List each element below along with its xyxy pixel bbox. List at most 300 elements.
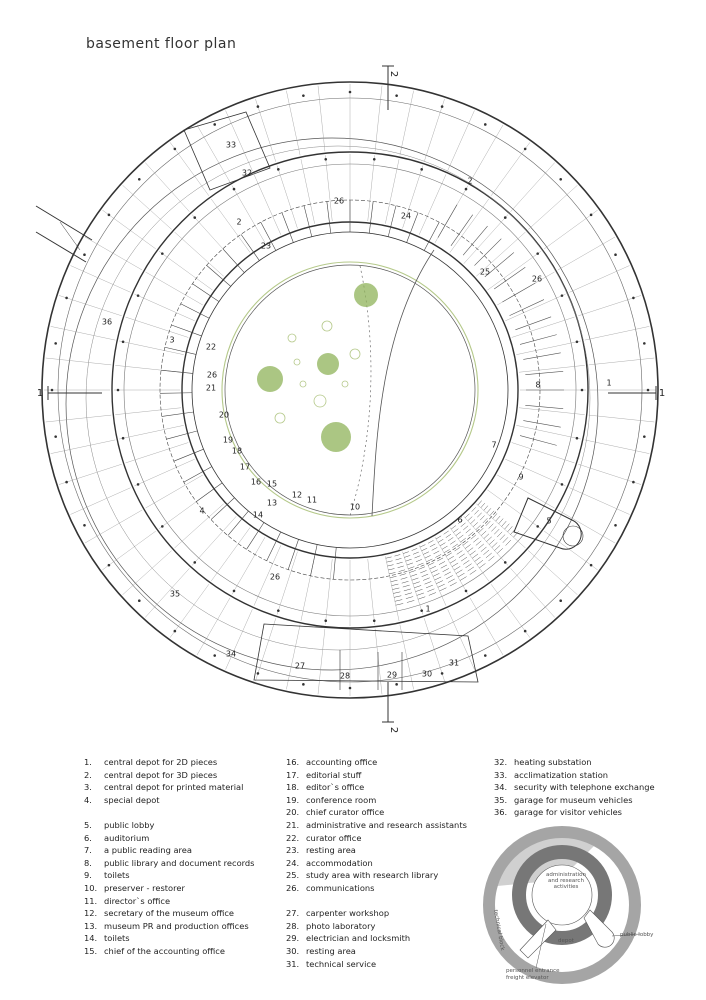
room-number: 8 <box>535 380 541 390</box>
seat-row <box>452 563 458 567</box>
seat-row <box>408 567 414 569</box>
legend-number: 26. <box>286 882 300 893</box>
radial-line <box>197 125 230 182</box>
legend-number: 14. <box>84 933 98 944</box>
room-number: 17 <box>239 462 251 472</box>
legend-item <box>84 882 255 895</box>
legend-text: special depot <box>104 794 160 805</box>
seat-row <box>511 529 516 535</box>
room-number: 35 <box>169 589 181 599</box>
column <box>647 389 650 392</box>
seat-row <box>391 580 398 582</box>
column <box>420 168 423 171</box>
seat-row <box>392 584 399 586</box>
seat-row <box>487 508 491 513</box>
legend-item <box>494 794 655 807</box>
radial-line <box>85 237 142 270</box>
legend-item <box>84 869 255 882</box>
seat-row <box>478 501 482 506</box>
radial-line <box>544 210 597 249</box>
legend-text: public lobby <box>104 819 155 830</box>
seat-row <box>417 593 424 595</box>
column <box>590 564 593 567</box>
seat-row <box>481 547 487 552</box>
seat-row <box>396 558 402 560</box>
legend-text: electrician and locksmith <box>306 933 411 944</box>
seat-row <box>404 589 411 591</box>
radial-line <box>51 326 116 340</box>
legend-number: 29. <box>286 933 300 944</box>
seat-row <box>398 566 404 568</box>
seat-row <box>402 581 409 583</box>
seat-row <box>500 535 505 540</box>
seat-row <box>497 532 502 537</box>
seat-row <box>478 544 483 549</box>
column <box>277 168 280 171</box>
section-mark-left: 1 <box>36 388 44 399</box>
room-number: 21 <box>205 383 217 393</box>
legend-number: 5. <box>84 819 92 830</box>
legend-text: resting area <box>306 845 356 856</box>
radial-line <box>400 91 414 156</box>
seat-row <box>506 540 511 546</box>
tree <box>257 366 283 392</box>
legend-number: 16. <box>286 757 300 767</box>
seat-row <box>387 561 393 562</box>
office-wall <box>196 483 222 502</box>
legend-item <box>286 832 467 845</box>
shelf <box>525 405 563 408</box>
seat-row <box>413 582 420 584</box>
key-plan <box>487 829 654 981</box>
legend-item <box>286 869 467 882</box>
radial-line <box>126 317 189 337</box>
room-number: 18 <box>231 446 243 456</box>
seat-row <box>397 562 403 564</box>
seat-row <box>448 579 455 583</box>
page-title: basement floor plan <box>86 36 237 52</box>
room-number: 3 <box>169 335 175 345</box>
seat-row <box>446 575 453 578</box>
seat-row <box>442 546 448 549</box>
column <box>581 389 584 392</box>
column <box>559 178 562 181</box>
seat-row <box>399 570 405 572</box>
seat-row <box>470 551 476 555</box>
seat-row <box>433 573 439 576</box>
column <box>559 599 562 602</box>
column <box>65 481 68 484</box>
column <box>324 158 327 161</box>
legend-number: 24. <box>286 857 300 868</box>
legend-item <box>84 781 255 794</box>
radial-line <box>123 185 172 229</box>
column <box>83 253 86 256</box>
column <box>484 123 487 126</box>
seat-row <box>440 543 445 546</box>
seat-row <box>411 574 417 576</box>
seat-row <box>456 570 462 574</box>
room-number: 31 <box>448 658 460 668</box>
radial-line <box>470 598 503 655</box>
room-number: 2 <box>467 176 473 186</box>
radial-line <box>254 174 281 234</box>
room-number: 27 <box>294 661 306 671</box>
column <box>54 435 57 438</box>
seat-row <box>470 570 476 574</box>
legend-text: auditorium <box>104 832 150 843</box>
seat-row <box>461 557 467 561</box>
column <box>324 619 327 622</box>
seat-row <box>396 603 403 605</box>
legend-text: a public reading area <box>104 845 192 856</box>
seat-row <box>388 569 394 570</box>
column <box>122 437 125 440</box>
office-wall <box>165 347 196 354</box>
room-number: 25 <box>479 267 491 277</box>
legend-number: 7. <box>84 845 92 856</box>
radial-grid <box>44 84 656 696</box>
seat-row <box>481 503 485 508</box>
radial-line <box>511 163 555 212</box>
seat-row <box>394 596 401 598</box>
radial-line <box>126 443 189 463</box>
key-plan-label-depot: depot <box>558 938 574 944</box>
legend-number: 18. <box>286 782 300 793</box>
radial-line <box>569 488 629 515</box>
seat-row <box>446 553 452 556</box>
radial-line <box>375 629 382 695</box>
seat-row <box>419 567 425 570</box>
column <box>233 590 236 593</box>
office-wall <box>327 201 331 233</box>
legend-number: 2. <box>84 769 92 780</box>
legend-text: museum PR and production offices <box>104 920 249 931</box>
seat-row <box>484 534 489 539</box>
room-number: 12 <box>291 490 303 500</box>
column <box>614 253 617 256</box>
legend-item <box>286 932 467 945</box>
shelf <box>494 267 525 289</box>
radial-line <box>558 510 615 543</box>
legend-number: 32. <box>494 757 508 767</box>
seat-row <box>438 539 443 542</box>
legend-item <box>494 756 655 769</box>
column <box>108 214 111 217</box>
room-number: 26 <box>269 572 281 582</box>
radial-line <box>46 415 112 422</box>
legend-text: chief curator office <box>306 807 385 818</box>
office-wall <box>241 234 259 260</box>
tree <box>354 283 378 307</box>
legend-column-1 <box>84 756 255 958</box>
legend-number: 19. <box>286 794 300 805</box>
legend-number: 21. <box>286 819 300 830</box>
column <box>349 687 352 690</box>
section-mark-right: 1 <box>658 388 666 399</box>
seat-row <box>489 524 494 529</box>
column <box>193 561 196 564</box>
seat-row <box>432 547 438 550</box>
column <box>65 297 68 300</box>
column <box>213 123 216 126</box>
legend-item <box>494 781 655 794</box>
room-number: 9 <box>518 472 524 482</box>
legend-item <box>84 932 255 945</box>
column <box>193 216 196 219</box>
seat-row <box>389 572 395 573</box>
seat-row <box>438 584 445 587</box>
ramp-edge <box>36 232 86 262</box>
office-wall <box>310 545 317 576</box>
column <box>524 630 527 633</box>
seat-row <box>453 529 458 533</box>
radial-line <box>505 459 565 486</box>
office-wall <box>174 449 204 461</box>
seat-row <box>448 556 454 560</box>
seat-row <box>422 548 428 551</box>
courtyard <box>257 250 434 516</box>
tree <box>317 353 339 375</box>
seat-row <box>465 544 470 548</box>
seat-row <box>429 593 436 596</box>
seat-row <box>390 576 397 578</box>
legend-item <box>494 806 655 819</box>
legend-number: 22. <box>286 832 300 843</box>
legend-item <box>286 794 467 807</box>
office-wall <box>247 523 264 550</box>
seat-row <box>497 548 503 553</box>
room-number: 22 <box>205 342 217 352</box>
legend-text: curator office <box>306 832 362 843</box>
seat-row <box>418 597 425 600</box>
legend-number: 8. <box>84 857 92 868</box>
seat-row <box>454 566 460 570</box>
legend-number: 9. <box>84 870 92 881</box>
column <box>161 525 164 528</box>
legend-number: 6. <box>84 832 92 843</box>
shelf <box>515 317 551 330</box>
seat-row <box>414 585 421 587</box>
legend-text: director`s office <box>104 895 171 906</box>
office-wall <box>304 206 312 237</box>
radial-line <box>192 516 236 565</box>
column <box>349 91 352 94</box>
seat-row <box>484 506 488 511</box>
legend-item <box>286 806 467 819</box>
column <box>174 630 177 633</box>
column <box>117 389 120 392</box>
column <box>83 524 86 527</box>
legend-text: study area with research library <box>306 870 439 881</box>
shelf <box>502 283 535 302</box>
legend-item <box>286 781 467 794</box>
column <box>420 609 423 612</box>
column <box>536 525 539 528</box>
column <box>504 561 507 564</box>
seat-row <box>491 526 496 531</box>
radial-line <box>512 317 575 337</box>
seat-row <box>465 564 471 568</box>
room-number: 4 <box>199 506 205 516</box>
radial-line <box>277 552 297 615</box>
radial-line <box>511 568 555 617</box>
seat-row <box>470 519 475 523</box>
shelf <box>520 436 557 446</box>
seat-row <box>406 597 413 599</box>
seat-row <box>450 541 455 545</box>
seat-row <box>400 574 406 576</box>
seat-row <box>473 538 478 542</box>
legend-number: 4. <box>84 794 92 805</box>
column <box>576 340 579 343</box>
column <box>174 148 177 151</box>
shelf <box>523 421 560 428</box>
legend-item <box>286 920 467 933</box>
seat-row <box>403 585 410 587</box>
section-1-right <box>608 386 656 400</box>
radial-line <box>528 551 577 595</box>
legend-number: 28. <box>286 920 300 931</box>
seat-row <box>407 563 413 565</box>
radial-line <box>589 358 655 365</box>
seat-row <box>427 589 434 592</box>
legend-item <box>84 920 255 933</box>
seat-row <box>456 532 461 536</box>
radial-line <box>505 294 565 321</box>
room-number: 13 <box>266 498 278 508</box>
legend-item <box>84 819 255 832</box>
legend-item <box>84 945 255 958</box>
seat-row <box>403 552 409 554</box>
inner-wall-2 <box>192 232 508 548</box>
column <box>137 483 140 486</box>
radial-line <box>102 210 155 249</box>
seat-row <box>452 544 457 548</box>
seat-row <box>458 535 463 539</box>
seat-row <box>416 559 422 561</box>
radial-line <box>145 163 189 212</box>
seat-row <box>443 568 449 571</box>
radial-line <box>51 440 116 454</box>
legend-text: editor`s office <box>306 782 365 793</box>
legend-text: carpenter workshop <box>306 908 390 919</box>
column <box>504 216 507 219</box>
legend-number: 33. <box>494 769 508 780</box>
legend-number: 3. <box>84 782 92 793</box>
seat-row <box>472 507 476 511</box>
legend-number: 17. <box>286 769 300 780</box>
seat-row <box>457 551 463 555</box>
seat-row <box>487 537 492 542</box>
seat-row <box>468 567 474 571</box>
seat-row <box>439 588 446 591</box>
seat-row <box>436 536 441 539</box>
radial-line <box>528 185 577 229</box>
legend-text: central depot for 3D pieces <box>104 769 218 780</box>
legend-item <box>286 857 467 870</box>
office-wall <box>288 539 298 569</box>
radial-line <box>544 531 597 570</box>
seat-row <box>412 548 418 550</box>
legend-text: secretary of the museum office <box>104 908 235 919</box>
legend-number: 20. <box>286 807 300 818</box>
seat-row <box>463 560 469 564</box>
seat-row <box>450 582 457 586</box>
room-number: 1 <box>606 378 612 388</box>
office-wall <box>369 201 373 233</box>
seat-row <box>476 541 481 545</box>
radial-line <box>134 459 194 486</box>
seat-row <box>502 521 507 526</box>
legend-number: 13. <box>84 920 98 931</box>
key-plan-label-entrance: personnel entrance <box>506 968 560 974</box>
radial-line <box>85 510 142 543</box>
key-plan-label-lobby: public lobby <box>620 932 654 938</box>
shelf <box>451 215 473 246</box>
radial-line <box>46 358 112 365</box>
seat-row <box>503 537 508 542</box>
column <box>465 188 468 191</box>
legend-text: acclimatization station <box>514 769 609 780</box>
radial-line <box>470 125 503 182</box>
legend-item <box>84 794 255 807</box>
radial-line <box>170 142 209 195</box>
legend-item <box>286 907 467 920</box>
key-plan-label-elevator: freight elevator <box>506 975 549 981</box>
radial-line <box>286 91 300 156</box>
radial-line <box>318 86 325 152</box>
seat-row <box>474 510 478 514</box>
legend-item <box>286 882 467 895</box>
seat-row <box>448 537 453 541</box>
room-number: 33 <box>225 140 237 150</box>
seat-row <box>434 551 440 554</box>
column <box>233 188 236 191</box>
legend-number: 10. <box>84 882 98 893</box>
column <box>561 294 564 297</box>
room-number: 20 <box>218 410 230 420</box>
seat-row <box>430 544 435 547</box>
legend-number: 35. <box>494 794 508 805</box>
seat-row <box>505 524 510 529</box>
legend-number: 34. <box>494 782 508 793</box>
shelf <box>474 239 501 266</box>
column <box>138 178 141 181</box>
section-mark-top: 2 <box>388 70 399 78</box>
column <box>108 564 111 567</box>
legend-text: security with telephone exchange <box>514 782 655 793</box>
legend-item <box>84 857 255 870</box>
legend-text: communications <box>306 882 375 893</box>
legend-item <box>286 819 467 832</box>
column <box>614 524 617 527</box>
seat-row <box>444 572 450 575</box>
seat-row <box>407 600 414 602</box>
shelf <box>525 371 563 374</box>
legend-text: resting area <box>306 945 356 956</box>
legend-text: accommodation <box>306 857 373 868</box>
radial-line <box>197 598 230 655</box>
seat-row <box>468 517 472 521</box>
seat-row <box>413 552 419 554</box>
legend-text: chief of the accounting office <box>104 945 225 956</box>
seat-row <box>417 563 423 565</box>
legend-text: central depot for 2D pieces <box>104 757 218 767</box>
seat-row <box>415 556 421 558</box>
room-number: 6 <box>457 515 463 525</box>
seat-row <box>409 570 415 572</box>
